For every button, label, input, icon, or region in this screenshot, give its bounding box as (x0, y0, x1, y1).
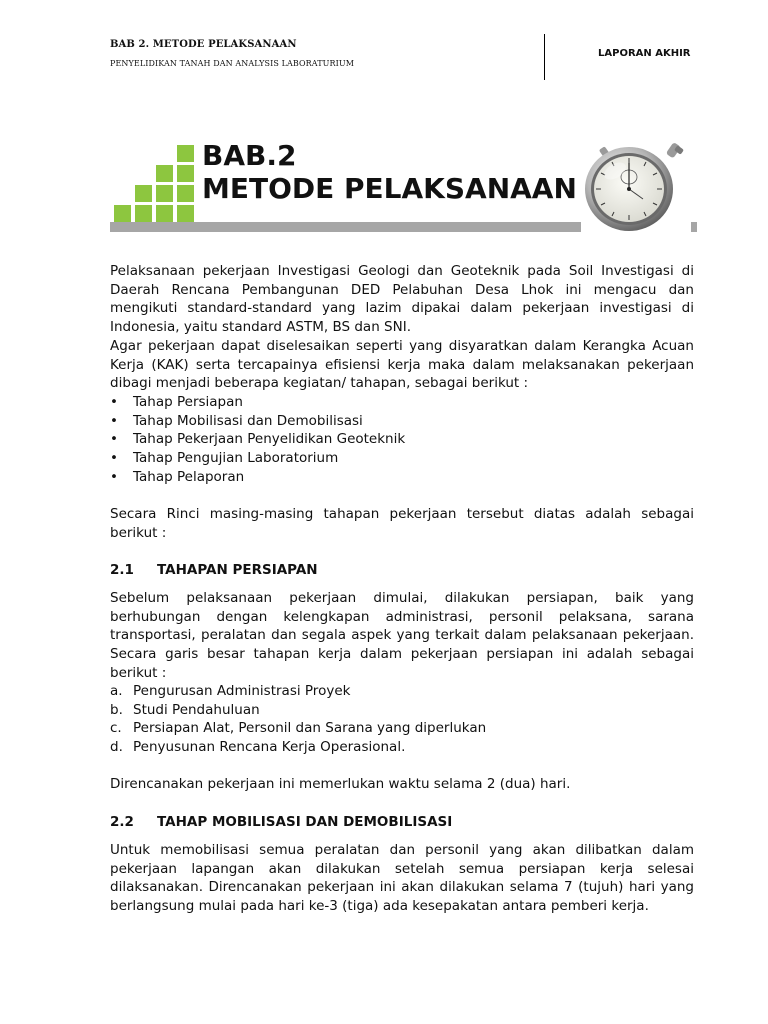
bullet-icon: • (110, 412, 118, 429)
list-item: • Tahap Pelaporan (110, 468, 245, 485)
bullet-icon: • (110, 394, 118, 410)
preparation-list (110, 682, 694, 757)
chapter-name: METODE PELAKSANAAN (202, 172, 577, 205)
header-subtitle-line: PENYELIDIKAN TANAH DAN ANALYSIS LABORATURIUM (110, 59, 355, 68)
list-item: b. Studi Pendahuluan (110, 701, 260, 718)
section-2-2-paragraph: Untuk memobilisasi semua peralatan dan personil yang akan dilibatkan dalam pekerjaan lapangan akan dilakukan setelah semua persiapan kerja selesai dilaksanakan. Direncanakan pekerjaan ini akan dilakukan selama 7 (tujuh) hari yang berlangsung mulai pada hari ke-3 (tiga) ada kesepakatan antara pemberi kerja. (110, 842, 694, 915)
list-item: • Tahap Pengujian Laboratorium (110, 450, 339, 467)
header-report-type: LAPORAN AKHIR (598, 48, 691, 59)
list-item: a. Pengurusan Administrasi Proyek (110, 683, 351, 699)
header-divider (544, 34, 545, 80)
intro-paragraph-3: Secara Rinci masing-masing tahapan pekerjaan tersebut diatas adalah sebagai berikut : (110, 506, 694, 541)
bullet-icon: • (110, 450, 118, 467)
chapter-number: BAB.2 (202, 139, 297, 172)
intro-paragraph-2: Agar pekerjaan dapat diselesaikan seperti yang disyaratkan dalam Kerangka Acuan Kerja (KAK) serta tercapainya efisiensi kerja maka dalam melaksanakan pekerjaan dibagi menjadi beberapa kegiatan/ tahapan, sebagai berikut : (110, 338, 694, 392)
intro-paragraph-1: Pelaksanaan pekerjaan Investigasi Geologi dan Geoteknik pada Soil Investigasi di Daerah Rencana Pembangunan DED Pelabuhan Desa Lhok ini mengacu dan mengikuti standard-standard yang lazim dipakai dalam pekerjaan investigasi di Indonesia, yaitu standard ASTM, BS dan SNI. (110, 263, 694, 336)
list-item: c. Persiapan Alat, Personil dan Sarana yang diperlukan (110, 720, 487, 737)
section-2-1-closing: Direncanakan pekerjaan ini memerlukan waktu selama 2 (dua) hari. (110, 776, 571, 792)
stage-list (110, 393, 694, 487)
list-item: • Tahap Pekerjaan Penyelidikan Geoteknik (110, 431, 406, 448)
chapter-title (202, 139, 592, 205)
section-2-1-paragraph: Sebelum pelaksanaan pekerjaan dimulai, dilakukan persiapan, baik yang berhubungan dengan kelengkapan administrasi, personil pelaksana, sarana transportasi, peralatan dan segala aspek yang terkait dalam pelaksanaan pekerjaan. Secara garis besar tahapan kerja dalam pekerjaan persiapan ini adalah sebagai berikut : (110, 590, 694, 681)
list-item: • Tahap Persiapan (110, 394, 243, 410)
stopwatch-icon (581, 133, 691, 239)
section-heading-2-1: 2.1 TAHAPAN PERSIAPAN (110, 562, 318, 578)
header-chapter-line: BAB 2. METODE PELAKSANAAN (110, 39, 297, 50)
bullet-icon: • (110, 468, 118, 485)
section-heading-2-2: 2.2 TAHAP MOBILISASI DAN DEMOBILISASI (110, 814, 453, 830)
bullet-icon: • (110, 431, 118, 448)
list-item: • Tahap Mobilisasi dan Demobilisasi (110, 412, 363, 429)
list-item: d. Penyusunan Rencana Kerja Operasional. (110, 739, 406, 756)
